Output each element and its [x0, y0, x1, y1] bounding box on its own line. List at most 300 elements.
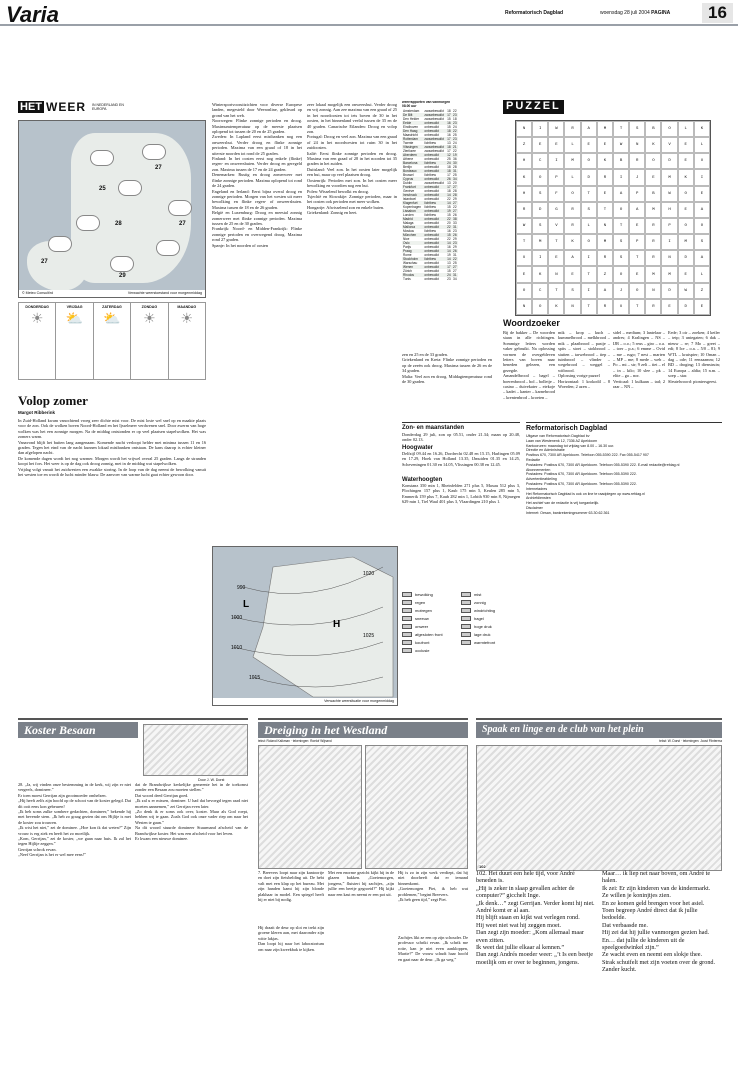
legend-label: mist [474, 591, 482, 597]
legend-symbol-icon [402, 640, 412, 645]
kids-illustration [476, 745, 722, 871]
high-pressure-icon: H [333, 619, 341, 630]
colofon [526, 422, 722, 708]
puzzle-col-4: Eede; 3 oir – zoeken; 4 keiler – tetp; 3 uniegaten; 6 dak – nieuw – re; 7 Mo – greet – edi; 8 Ice – o.a. – 5/0 – 81; 9 WTL – kruispier; 10 Oman – dag – ode; 11 eenzaamm; 12 BD – droging; 13 dienstruin; 14 Europa – aldia; 15 n.m. – soep – star. Sleutelwoord: pioniersgeest. [668, 330, 720, 384]
puzzle-cell[interactable]: R [597, 299, 613, 315]
weather-table-cell: 15 [447, 233, 451, 237]
weather-table-cell: lichtbew [424, 141, 436, 145]
puzzle-cell[interactable]: R [564, 121, 580, 137]
puzzle-cell[interactable]: T [581, 266, 597, 282]
weather-table-cell: 27 [453, 269, 457, 273]
weather-table-cell: 30 [453, 161, 457, 165]
puzzle-cell[interactable]: W [548, 121, 564, 137]
puzzle-cell[interactable]: E [629, 218, 645, 234]
puzzle-cell[interactable]: T [581, 299, 597, 315]
puzzle-cell[interactable]: S [532, 186, 548, 202]
weather-table-cell: 25 [453, 261, 457, 265]
map-temp: 27 [179, 221, 186, 227]
puzzle-cell[interactable]: E [678, 153, 694, 169]
weather-table-cell: 18 [447, 129, 451, 133]
weather-table-cell: Moskou [403, 229, 415, 233]
forecast-day [56, 303, 92, 379]
weather-table-cell: Nice [403, 237, 410, 241]
sun-icon: ☀ [180, 312, 194, 327]
puzzle-cell[interactable]: O [678, 186, 694, 202]
legend-symbol-icon [402, 600, 412, 605]
puzzle-cell[interactable]: E [564, 266, 580, 282]
puzzle-cell[interactable]: O [532, 299, 548, 315]
puzzle-cell[interactable]: R [645, 234, 661, 250]
puzzle-cell[interactable]: G [548, 202, 564, 218]
puzzle-cell[interactable]: M [645, 202, 661, 218]
puzzle-cell[interactable]: T [581, 186, 597, 202]
puzzle-cell[interactable]: U [516, 250, 532, 266]
legend-symbol-icon [461, 616, 471, 621]
weather-table-cell: onbewolkt [424, 269, 439, 273]
puzzle-cell[interactable]: H [661, 202, 677, 218]
weather-table-cell: onbewolkt [424, 169, 439, 173]
puzzle-cell[interactable]: C [532, 153, 548, 169]
koster-byline: Door J. W. Dorst [198, 778, 225, 782]
puzzle-cell[interactable]: D [678, 299, 694, 315]
sun-cloud-icon: ⛅ [65, 312, 84, 327]
issue-date: woensdag 28 juli 2004 PAGINA [600, 10, 671, 16]
puzzle-cell[interactable]: U [694, 153, 710, 169]
puzzle-cell[interactable]: H [516, 153, 532, 169]
legend-item [461, 622, 520, 630]
puzzle-cell[interactable]: S [532, 218, 548, 234]
cloud-icon [111, 257, 133, 271]
weather-banner [18, 100, 208, 114]
europe-weather-map [212, 546, 398, 706]
puzzle-cell[interactable]: D [581, 169, 597, 185]
weather-table-cell: 17 [447, 149, 451, 153]
forecast-day [94, 303, 130, 379]
puzzle-cell[interactable]: L [581, 218, 597, 234]
weather-table-cell: 16 [447, 245, 451, 249]
puzzle-cell[interactable]: A [613, 186, 629, 202]
koster-banner: Koster Besaan [18, 722, 138, 738]
puzzle-cell[interactable]: E [548, 250, 564, 266]
puzzle-cell[interactable]: R [597, 250, 613, 266]
map-temp: 29 [119, 273, 126, 279]
weather-table-cell: 15 [447, 269, 451, 273]
puzzle-cell[interactable]: S [694, 234, 710, 250]
weather-table-cell: Oslo [403, 241, 410, 245]
puzzle-col-2: mik – krop – kuch – kummelbrood – melkbrood – mik – plaatbrood – pastje – spits – stoet – stokbrood – stutten – tarwebrood – tiep – tuinbrood – vlinder – wegebrood – weggel – witbrood. Oplossing vorige puzzel Horizontaal: 1 krokodil – 8 Woerden; 2 azen – [558, 330, 610, 390]
puzzle-cell[interactable]: D [661, 153, 677, 169]
puzzle-cell[interactable]: E [597, 137, 613, 153]
puzzle-cell[interactable]: N [564, 299, 580, 315]
puzzle-cell[interactable]: E [532, 137, 548, 153]
weather-table-cell: zwaarbewolkt [424, 149, 444, 153]
weather-table-cell: Den Helder [403, 117, 420, 121]
puzzle-cell[interactable]: O [645, 153, 661, 169]
puzzle-cell[interactable]: T [597, 202, 613, 218]
weather-table-cell: 34 [453, 177, 457, 181]
weather-table-cell: zwaarbewolkt [424, 117, 444, 121]
puzzle-cell[interactable]: R [564, 202, 580, 218]
puzzle-cell[interactable]: M [645, 266, 661, 282]
weather-table-cell: 15 [447, 125, 451, 129]
weather-table-cell: onbewolkt [424, 253, 439, 257]
puzzle-cell[interactable]: K [678, 169, 694, 185]
puzzle-cell[interactable]: P [661, 218, 677, 234]
puzzle-cell[interactable]: B [645, 121, 661, 137]
forecast-strip [18, 302, 206, 380]
puzzle-cell[interactable]: O [532, 169, 548, 185]
puzzle-cell[interactable]: A [694, 202, 710, 218]
puzzle-cell[interactable]: S [581, 202, 597, 218]
weather-table-cell: lichtbew [424, 229, 436, 233]
puzzle-cell[interactable]: P [548, 169, 564, 185]
puzzle-cell[interactable]: F [548, 186, 564, 202]
puzzle-cell[interactable]: I [581, 250, 597, 266]
weather-table-cell: onbewolkt [424, 245, 439, 249]
puzzle-cell[interactable]: I [694, 169, 710, 185]
puzzle-cell[interactable]: O [613, 202, 629, 218]
sun-icon: ☀ [30, 312, 44, 327]
puzzle-cell[interactable]: I [581, 283, 597, 299]
weather-table-cell: Barcelona [403, 161, 418, 165]
puzzle-cell[interactable]: E [516, 266, 532, 282]
publication-name: Reformatorisch Dagblad [505, 10, 564, 16]
sun-icon: ☀ [143, 312, 156, 327]
weather-table-cell: Rotterdam [403, 137, 418, 141]
weather-table-cell: onbewolkt [424, 193, 439, 197]
weather-table-cell: 16 [447, 229, 451, 233]
puzzle-cell[interactable]: N [645, 283, 661, 299]
puzzle-cell[interactable]: E [548, 137, 564, 153]
puzzle-cell[interactable]: N [548, 266, 564, 282]
puzzle-cell[interactable]: E [597, 186, 613, 202]
puzzle-cell[interactable]: O [694, 218, 710, 234]
puzzle-cell[interactable]: C [532, 283, 548, 299]
westland-panel-text: 7. Breevers loopt naar zijn kantoortje en doet zijn fietsbelding uit. De hebt valt met een klap op het bureau. Met zijn handen kamt hij zijn blonde plakhaar in model. Een spiegel heeft hij er niet bij nodig. [258, 870, 324, 903]
puzzle-cell[interactable]: K [645, 137, 661, 153]
puzzle-cell[interactable]: O [581, 153, 597, 169]
weather-table [402, 109, 458, 281]
puzzle-cell[interactable]: P [629, 234, 645, 250]
puzzle-cell[interactable]: R [645, 218, 661, 234]
puzzle-cell[interactable]: N [661, 250, 677, 266]
legend-item [461, 598, 520, 606]
map-temp: 25 [99, 186, 106, 192]
westland-byline: tekst: Roland Kalkman · tekeningen: Roelof Wijnand [258, 739, 332, 743]
weather-table-cell: onbewolkt [424, 237, 439, 241]
puzzle-cell[interactable]: L [564, 137, 580, 153]
puzzle-cell[interactable]: V [661, 137, 677, 153]
puzzle-cell[interactable]: I [613, 169, 629, 185]
legend-item [402, 630, 461, 638]
weather-table-cell: 19 [447, 253, 451, 257]
weather-table-cell: onbewolkt [424, 125, 439, 129]
weather-table-cell: 17 [447, 173, 451, 177]
comic-panel-image [365, 745, 469, 869]
zon-title: Zon- en maanstanden [402, 425, 465, 431]
low-pressure-icon: L [243, 599, 250, 610]
puzzle-cell[interactable]: N [516, 299, 532, 315]
puzzle-cell[interactable]: B [613, 153, 629, 169]
puzzle-cell[interactable]: R [516, 202, 532, 218]
section-title: Varia [6, 2, 60, 27]
puzzle-cell[interactable]: R [645, 299, 661, 315]
legend-label: sneeuw [415, 615, 429, 621]
weather-table-cell: Zierikzee [403, 149, 416, 153]
puzzle-cell[interactable]: A [629, 202, 645, 218]
puzzle-cell[interactable]: V [548, 218, 564, 234]
puzzle-cell[interactable]: L [694, 137, 710, 153]
puzzle-cell[interactable]: Z [694, 283, 710, 299]
puzzle-cell[interactable]: E [678, 202, 694, 218]
koster-illustration [143, 724, 248, 776]
legend-label: hoge druk [474, 623, 492, 629]
koster-col-1: 28. „Ja, wij vinden onze bestemming in de kerk, wij zijn er niet vergeefs, domineer.” Er toen moest Gerrijan zijn grootmoeder omhelzen. „Hij heeft zelfs zijn hoofd op de schoot van de koster gelegd. Dat dit ooit eens kon gebeuren! „Ik heb soms zulke sombere gedachten, domineer,” bekende hij met bevende stem. „Ik heb zo graag gezien dat ons Hijlije is met de koster zou trouwen. „Ik wist het niet,” zei de dominee. „Hoe kon ik dat weten?” Zijn vrouw is erg ziek en heeft het zo moeilijk. „Kom, Gerrijan,” zei de koster, „we gaan naar huis. Ik zal het tegen Hijlije zeggen.” Gerrijan schrok ervan. „Neef Gerrijan is het er wel mee eens!” [18, 782, 131, 858]
weather-banner-weer: WEER [46, 100, 86, 114]
puzzle-cell[interactable]: J [613, 283, 629, 299]
weather-table-cell: 24 [447, 273, 451, 277]
puzzle-cell[interactable]: W [516, 218, 532, 234]
forecast-day [131, 303, 167, 379]
puzzle-cell[interactable]: H [516, 186, 532, 202]
westland-banner: Dreiging in het Westland [258, 722, 468, 738]
puzzle-cell[interactable]: O [661, 121, 677, 137]
puzzle-cell[interactable]: D [532, 202, 548, 218]
weather-table-cell: Amsterdam [403, 109, 420, 113]
kids-col-1: 102. Het duurt een hele tijd, voor André beneden is. „Hij is zeker in slaap gevallen achter de computer?” gicchelt Inge. „Ik denk…” zegt Gerrijan. Verder komt hij niet. André komt er al aan. Hij blijft staan en kijkt wat verlegen rond. Hij weet niet wat hij zeggen moet. Dan zegt zijn moeder: „Kom allemaal maar even zitten. Ik weet dat jullie elkaar al kennen.” Dan zegt Andrés moeder weer: „’t Is een beetje moeilijk om er over te beginnen, jongens. [476, 870, 595, 966]
puzzle-cell[interactable]: E [694, 186, 710, 202]
weather-table-cell: 27 [453, 265, 457, 269]
weather-table-cell: Cyprus [403, 177, 414, 181]
weather-table-cell: onbewolkt [424, 153, 439, 157]
weather-table-cell: lichtbew [424, 213, 436, 217]
cloud-icon [143, 145, 165, 159]
weather-table-cell: 19 [447, 209, 451, 213]
legend-symbol-icon [461, 632, 471, 637]
puzzle-cell[interactable]: R [564, 218, 580, 234]
weather-table-cell: lichtbew [424, 257, 436, 261]
weather-table-cell: onbewolkt [424, 121, 439, 125]
weather-table-cell: 13 [447, 181, 451, 185]
weather-table-cell: Rome [403, 253, 412, 257]
isobar-label: 1015 [249, 675, 261, 681]
puzzle-cell[interactable]: R [645, 250, 661, 266]
puzzle-col-3: sidel – medium; 3 lantelaar – andres; 4 Kralingen – NS – IJR – o.o.; 5 reus – giro – o.a. – toer – p.a.; 6 emme – Ovid – me – rugo; 7 nest – marten – MP – me; 8 mede – web – Po – mi – str; 9 zeli – tiet – el – in – kilo; 10 slee – pk – elite – ga – nor. Verticaal: 1 kulkaan – tad; 2 raar – NN – [613, 330, 665, 390]
weather-table-cell: lichtbew [424, 161, 436, 165]
forecast-day-label: ZONDAG [141, 305, 158, 309]
puzzle-banner [503, 100, 721, 114]
koster-col-2: dat de Brandwijkse kerkelijke gemeente het in de toekomst zonder een Besaan zou moeten stellen.” Dat woord deed Gerrijan goed. „Ik zal u er missen, dominee. U had dat bevoegd tegen raad niet moeten aannemen,” zei Gerrijan even later. „Zo denk ik er soms ook over, koster. Maar als God roept, hebben wij te gaan. Zoals God ook onze vader riep om naar het Westen te gaan.” Na dit woord stuurde domineer Stuurmand afscheid van de Brandwijkse koster. Het was een afscheid voor het leven. Er kwam een nieuwe dominee. [135, 782, 248, 842]
weather-table-cell: 14 [447, 257, 451, 261]
puzzle-cell[interactable]: O [613, 266, 629, 282]
weather-table-cell: onbewolkt [424, 249, 439, 253]
puzzle-cell[interactable]: K [548, 299, 564, 315]
europe-land-shape [253, 557, 393, 697]
weather-table-cell: Brussel [403, 173, 414, 177]
puzzle-cell[interactable]: N [597, 218, 613, 234]
puzzle-cell[interactable]: I [532, 121, 548, 137]
puzzle-cell[interactable]: T [613, 218, 629, 234]
weather-table-cell: 31 [453, 253, 457, 257]
legend-symbol-icon [402, 592, 412, 597]
weather-table-cell: Zürich [403, 269, 412, 273]
puzzle-cell[interactable]: K [516, 169, 532, 185]
weather-table-cell: 22 [453, 129, 457, 133]
puzzle-cell[interactable]: Z [597, 266, 613, 282]
weather-table-cell: 25 [453, 133, 457, 137]
weather-table-cell: 22 [453, 205, 457, 209]
puzzle-cell[interactable]: A [597, 283, 613, 299]
puzzle-cell[interactable]: K [597, 153, 613, 169]
puzzle-cell[interactable]: W [661, 186, 677, 202]
puzzle-cell[interactable]: N [629, 137, 645, 153]
legend-symbol-icon [402, 632, 412, 637]
legend-symbol-icon [402, 608, 412, 613]
weather-table-cell: 27 [453, 209, 457, 213]
puzzle-cell[interactable]: M [678, 234, 694, 250]
weather-table-cell: 18 [453, 117, 457, 121]
puzzle-cell[interactable]: T [516, 234, 532, 250]
legend-item [402, 606, 461, 614]
puzzle-cell[interactable]: M [564, 153, 580, 169]
comic-panel-image [258, 745, 362, 869]
hoogwater-title: Hoogwater [402, 445, 434, 451]
weather-table-cell: 22 [453, 109, 457, 113]
weather-table-cell: lichtbew [424, 201, 436, 205]
weather-article-col-4: zen en 25 en de 33 graden. Griekenland en Kreta: Flinke zonnige perioden en op de zeeën ook droog. Maxima tussen de 26 en de 34 graden. Malta: Veel zon en droog. Middagtemperatuur rond de 30 graden. [402, 352, 492, 385]
puzzle-cell[interactable]: R [597, 169, 613, 185]
puzzle-cell[interactable]: L [678, 121, 694, 137]
puzzle-cell[interactable]: J [629, 169, 645, 185]
puzzle-cell[interactable]: W [613, 137, 629, 153]
puzzle-cell[interactable]: O [564, 186, 580, 202]
cloud-icon [77, 216, 99, 230]
puzzle-cell[interactable]: O [516, 283, 532, 299]
puzzle-cell[interactable]: E [629, 266, 645, 282]
weather-table-cell: zwaarbewolkt [424, 109, 444, 113]
puzzle-cell[interactable]: Z [516, 137, 532, 153]
puzzle-cell[interactable]: S [613, 250, 629, 266]
legend-label: zonnig [474, 599, 486, 605]
puzzle-cell[interactable]: T [629, 250, 645, 266]
puzzle-cell[interactable]: M [661, 169, 677, 185]
legend-label: regen [415, 599, 426, 605]
weather-table-cell: onbewolkt [424, 273, 439, 277]
puzzle-cell[interactable]: S [564, 283, 580, 299]
puzzle-cell[interactable]: K [564, 234, 580, 250]
puzzle-cell[interactable]: D [678, 250, 694, 266]
weather-table-cell: 26 [453, 249, 457, 253]
puzzle-banner-label: PUZZEL [503, 100, 564, 114]
puzzle-cell[interactable]: M [597, 234, 613, 250]
puzzle-cell[interactable]: E [678, 137, 694, 153]
weather-table-cell: 13 [447, 261, 451, 265]
puzzle-cell[interactable]: T [548, 283, 564, 299]
weather-table-cell: onbewolkt [424, 261, 439, 265]
weather-table-cell: Warschau [403, 261, 418, 265]
legend-label: afgesloten front [415, 631, 443, 637]
puzzle-cell[interactable]: A [694, 250, 710, 266]
puzzle-cell[interactable]: O [629, 283, 645, 299]
puzzle-cell[interactable]: U [613, 299, 629, 315]
weather-table-cell: 15 [447, 205, 451, 209]
puzzle-cell[interactable]: T [548, 234, 564, 250]
map-caption-bar [19, 290, 205, 297]
forecast-day-label: ZATERDAG [102, 305, 122, 309]
legend-label: hagel [474, 615, 484, 621]
puzzle-cell[interactable]: E [581, 137, 597, 153]
puzzle-cell[interactable]: P [629, 186, 645, 202]
colofon-text: Uitgave van Reformatorisch Dagblad bv Laan van Westenenk 12, 7336 AZ Apeldoorn Kantooruren: maandag tot vrijdag van 8.00 – 16.30 uur. Directie en Administratie Postbus 670, 7300 AR Apeldoorn. Telefoon 055-5390 222. Fax 055-5417 907 Redactie Postadres: Postbus 670, 7300 AR Apeldoorn. Telefoon 055-5390 222. E-mail redactie@refdag.nl Abonnementen Postadres: Postbus 670, 7300 AR Apeldoorn. Telefoon 055-5390 222. Advertentieafdeling Postadres: Postbus 670, 7300 AR Apeldoorn. Telefoon 055-5390 222. Internetadres Het Reformatorisch Dagblad is ook on line te raadplegen op www.refdag.nl Archiefdiensten Het archief van de redactie is vrij toegankelijk. Disclaimer Internet: Oesan, bankrekeningnummer 63.30.62.361 [526, 434, 680, 515]
weather-table-cell: 16 [447, 133, 451, 137]
puzzle-col-1: Bij de bakker – De woorden staan in alle richtingen. Sommige letters worden vaker gebruikt. Na oplossing vormen de overgebleven letters van boven naar beneden gelezen, een gezegde. Amandelbrood – bagel – boerenbrood – bol – bolletje – casino – duivekater – eiekoje – kadet – kanter – karnebrood – krentenbrod – kroeten – [503, 330, 555, 400]
weather-table-cell: 22 [447, 237, 451, 241]
weather-table-cell: 26 [453, 233, 457, 237]
puzzle-cell[interactable]: E [645, 169, 661, 185]
puzzle-cell[interactable]: I [661, 234, 677, 250]
weather-table-cell: Madrid [403, 217, 413, 221]
legend-item [402, 622, 461, 630]
legend-item [461, 614, 520, 622]
puzzle-cell[interactable]: M [661, 266, 677, 282]
puzzle-cell[interactable]: I [532, 250, 548, 266]
weather-table-cell: onbewolkt [424, 221, 439, 225]
puzzle-cell[interactable]: B [645, 186, 661, 202]
weather-table-cell: 14 [447, 201, 451, 205]
puzzle-cell[interactable]: K [532, 266, 548, 282]
weather-table-cell: Klagenfurt [403, 201, 418, 205]
weather-table-cell: onbewolkt [424, 233, 439, 237]
weather-table-cell: onbewolkt [424, 225, 439, 229]
puzzle-cell[interactable]: D [661, 283, 677, 299]
puzzle-cell[interactable]: S [613, 234, 629, 250]
weather-table-cell: onbewolkt [424, 129, 439, 133]
puzzle-cell[interactable]: S [629, 121, 645, 137]
puzzle-cell[interactable]: O [581, 234, 597, 250]
puzzle-cell[interactable]: L [564, 169, 580, 185]
weather-table-cell: Parijs [403, 245, 411, 249]
weather-table-cell: onbewolkt [424, 277, 439, 281]
puzzle-cell[interactable]: E [694, 299, 710, 315]
puzzle-cell[interactable]: M [532, 234, 548, 250]
weather-table-cell: 14 [447, 193, 451, 197]
puzzle-cell[interactable]: T [613, 121, 629, 137]
weather-table-cell: Bordeaux [403, 169, 417, 173]
weather-table-cell: 12 [447, 153, 451, 157]
puzzle-cell[interactable]: I [548, 153, 564, 169]
colofon-title: Reformatorisch Dagblad [526, 425, 608, 432]
puzzle-cell[interactable]: A [581, 121, 597, 137]
puzzle-cell[interactable]: L [694, 266, 710, 282]
puzzle-cell[interactable]: T [629, 299, 645, 315]
puzzle-cell[interactable]: N [516, 121, 532, 137]
weather-table-cell: Athene [403, 157, 414, 161]
word-search-grid[interactable] [515, 120, 711, 316]
legend-label: windrichting [474, 607, 496, 613]
legend-item [402, 590, 461, 598]
weather-table-cell: zwaarbewolkt [424, 181, 444, 185]
puzzle-cell[interactable]: E [678, 266, 694, 282]
weather-table-cell: Praag [403, 249, 412, 253]
puzzle-cell[interactable]: K [694, 121, 710, 137]
puzzle-cell[interactable]: A [564, 250, 580, 266]
puzzle-cell[interactable]: W [678, 283, 694, 299]
puzzle-cell[interactable]: O [678, 218, 694, 234]
puzzle-cell[interactable]: R [629, 153, 645, 169]
legend-symbol-icon [461, 608, 471, 613]
puzzle-cell[interactable]: E [661, 299, 677, 315]
puzzle-cell[interactable]: M [597, 121, 613, 137]
